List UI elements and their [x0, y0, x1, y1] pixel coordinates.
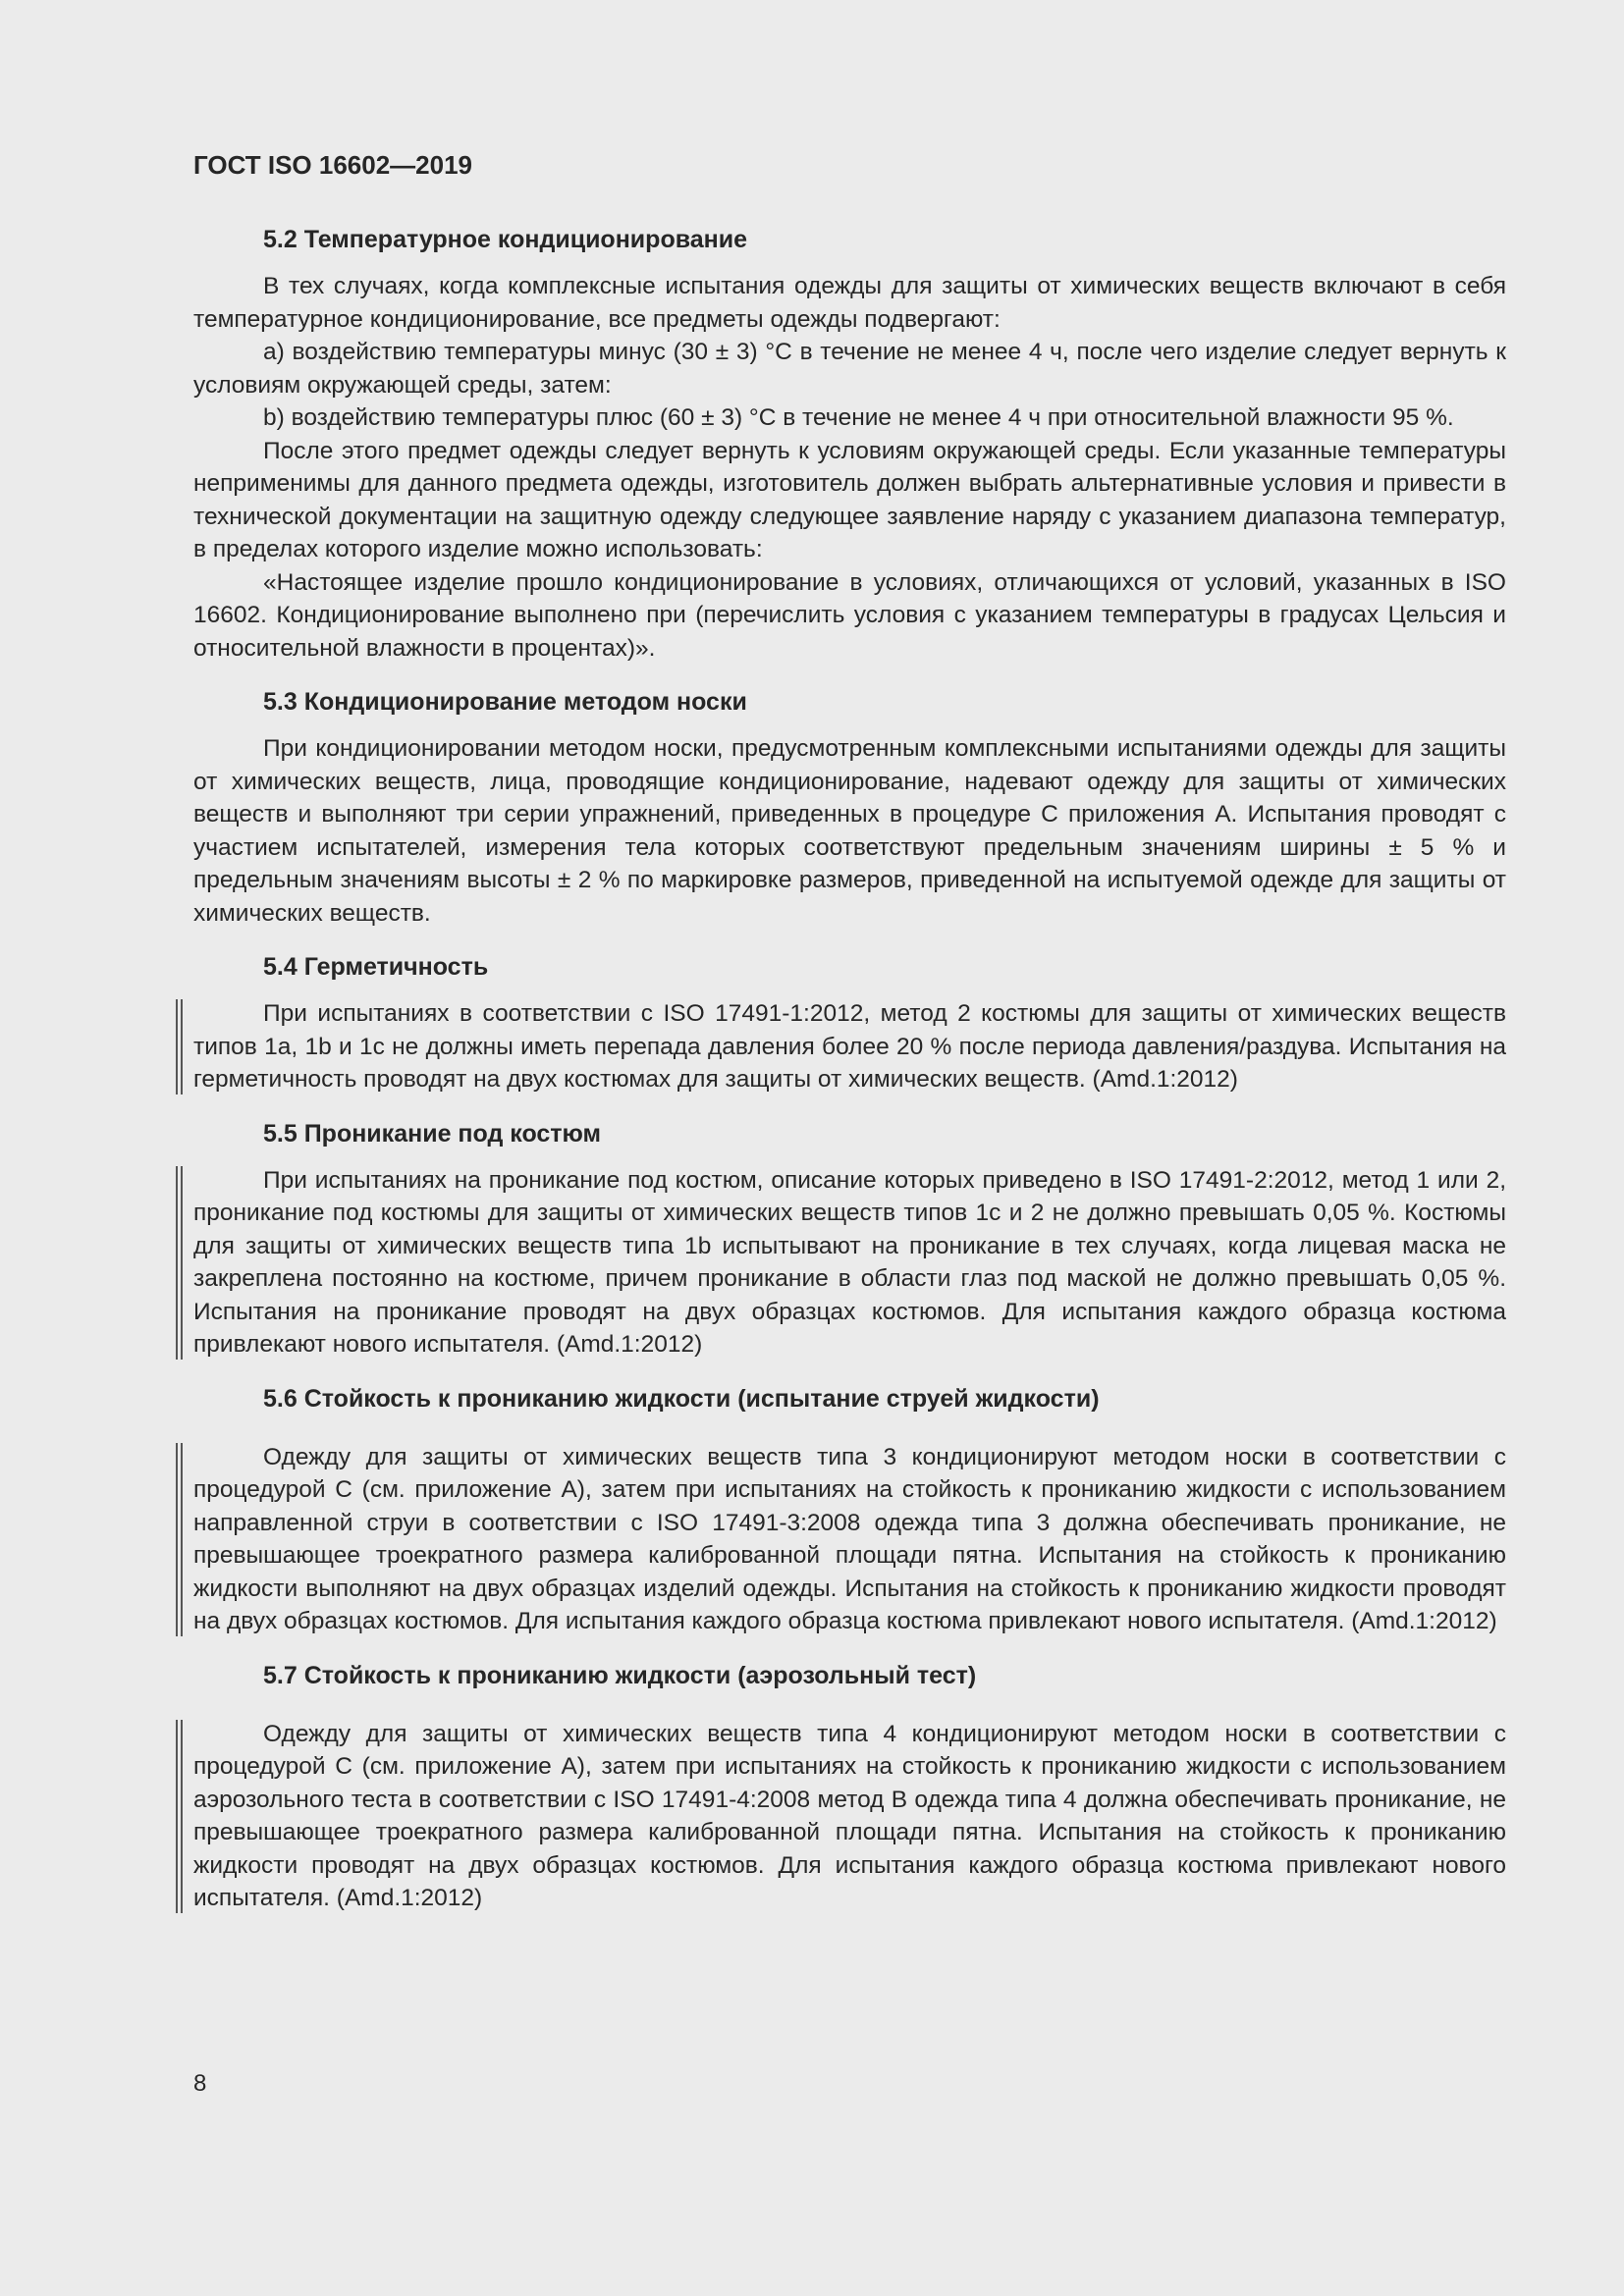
amendment-bar-block [176, 1164, 1506, 1362]
section-heading: 5.3 Кондиционирование методом носки [263, 688, 747, 716]
document-page [193, 147, 1506, 1937]
amendment-bar-block [176, 1441, 1506, 1638]
page-number: 8 [193, 2070, 207, 2097]
standard-header: ГОСТ ISO 16602—2019 [193, 150, 473, 180]
paragraph: При кондиционировании методом носки, предусмотренным комплексными испытаниями одежды для защиты от химических веществ, лица, проводящие кондиционирование, надевают одежду для защиты от химических веществ и выполняют три серии упражнений, приведенных в процедуре C приложения A. Испытания проводят с участием испытателей, измерения тела которых соответствуют предельным значениям ширины ± 5 % и предельным значениям высоты ± 2 % по маркировке размеров, приведенной на испытуемой одежде для защиты от химических веществ. [193, 735, 1506, 927]
section-5-4 [193, 951, 1506, 1096]
section-5-7 [193, 1660, 1506, 1915]
list-item-b: b) воздействию температуры плюс (60 ± 3) °C в течение не менее 4 ч при относительной влажности 95 %. [263, 404, 1454, 431]
quoted-statement: «Настоящее изделие прошло кондиционирование в условиях, отличающихся от условий, указанных в ISO 16602. Кондиционирование выполнено при (перечислить условия с указанием температуры в градусах Цельсия и относительной влажности в процентах)». [193, 568, 1506, 662]
paragraph: При испытаниях в соответствии с ISO 17491-1:2012, метод 2 костюмы для защиты от химических веществ типов 1a, 1b и 1c не должны иметь перепада давления более 20 % после периода давления/раздува. Испытания на герметичность проводят на двух костюмах для защиты от химических веществ. (Amd.1:2012) [193, 1000, 1506, 1093]
amendment-bar-block [176, 997, 1506, 1096]
section-heading: 5.4 Герметичность [263, 953, 489, 981]
paragraph: Одежду для защиты от химических веществ типа 4 кондиционируют методом носки в соответствии с процедурой C (см. приложение A), затем при испытаниях на стойкость к прониканию жидкости с использованием аэрозольного теста в соответствии с ISO 17491-4:2008 метод B одежда типа 4 должна обеспечивать проникание, не превышающее троекратного размера калиброванной площади пятна. Испытания на стойкость к прониканию жидкости проводят на двух образцах костюмов. Для испытания каждого образца костюма привлекают нового испытателя. (Amd.1:2012) [193, 1720, 1506, 1911]
section-heading: 5.2 Температурное кондиционирование [263, 226, 748, 253]
paragraph: Одежду для защиты от химических веществ типа 3 кондиционируют методом носки в соответствии с процедурой C (см. приложение A), затем при испытаниях на стойкость к прониканию жидкости с использованием направленной струи в соответствии с ISO 17491-3:2008 одежда типа 3 должна обеспечивать проникание, не превышающее троекратного размера калиброванной площади пятна. Испытания на стойкость к прониканию жидкости выполняют на двух образцах изделий одежды. Испытания на стойкость к прониканию жидкости проводят на двух образцах костюмов. Для испытания каждого образца костюма привлекают нового испытателя. (Amd.1:2012) [193, 1443, 1506, 1634]
section-heading: 5.7 Стойкость к прониканию жидкости (аэрозольный тест) [263, 1661, 977, 1689]
paragraph: После этого предмет одежды следует вернуть к условиям окружающей среды. Если указанные температуры неприменимы для данного предмета одежды, изготовитель должен выбрать альтернативные условия и привести в технической документации на защитную одежду следующее заявление наряду с указанием диапазона температур, в пределах которого изделие можно использовать: [193, 437, 1506, 562]
list-item-a: a) воздействию температуры минус (30 ± 3) °C в течение не менее 4 ч, после чего изделие следует вернуть к условиям окружающей среды, затем: [193, 339, 1506, 399]
section-5-5 [193, 1118, 1506, 1362]
section-5-6 [193, 1383, 1506, 1638]
amendment-bar-block [176, 1718, 1506, 1915]
section-5-3 [193, 686, 1506, 930]
section-5-2 [193, 224, 1506, 665]
paragraph: В тех случаях, когда комплексные испытания одежды для защиты от химических веществ включают в себя температурное кондиционирование, все предметы одежды подвергают: [193, 273, 1506, 333]
section-heading: 5.6 Стойкость к прониканию жидкости (испытание струей жидкости) [263, 1384, 1100, 1413]
section-heading: 5.5 Проникание под костюм [263, 1119, 602, 1148]
paragraph: При испытаниях на проникание под костюм, описание которых приведено в ISO 17491-2:2012, метод 1 или 2, проникание под костюмы для защиты от химических веществ типов 1c и 2 не должно превышать 0,05 %. Костюмы для защиты от химических веществ типа 1b испытывают на проникание в тех случаях, когда лицевая маска не закреплена постоянно на костюме, причем проникание в области глаз под маской не должно превышать 0,05 %. Испытания на проникание проводят на двух образцах костюмов. Для испытания каждого образца костюма привлекают нового испытателя. (Amd.1:2012) [193, 1166, 1506, 1358]
